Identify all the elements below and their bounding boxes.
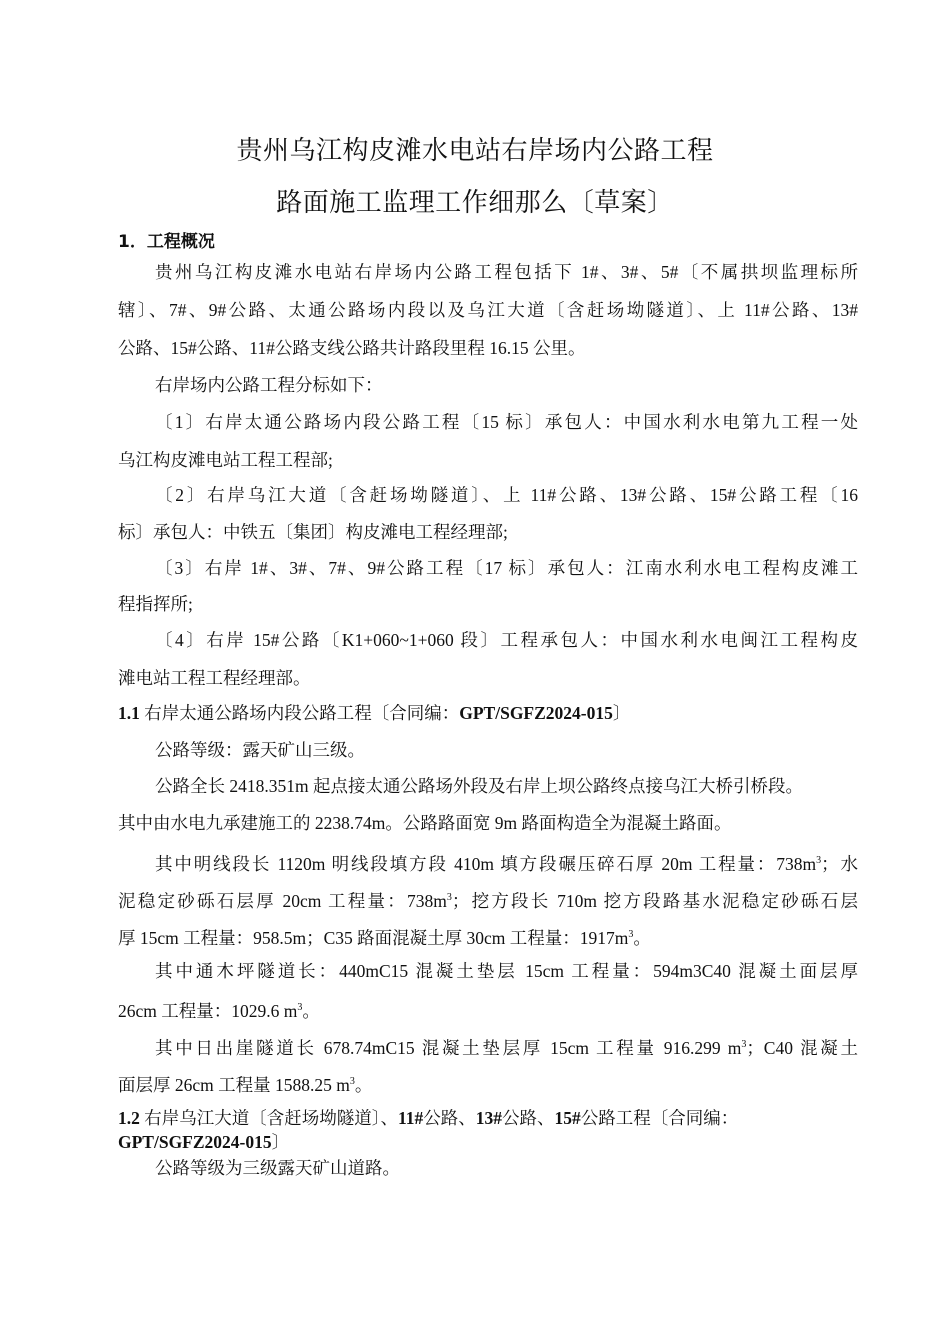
unit-superscript: 3	[816, 855, 822, 866]
overview-paragraph-line: 公路、15#公路、11#公路支线公路共计路段里程 16.15 公里。	[118, 338, 586, 358]
tunnel-line	[118, 1070, 372, 1097]
road-length-line: 其中由水电九承建施工的 2238.74m。公路路面宽 9m 路面构造全为混凝土路面。	[118, 813, 732, 833]
section-title-text: 右岸太通公路场内段公路工程〔合同编：	[139, 703, 460, 723]
quantity-text: 泥稳定砂砾石层厚 20cm 工程量：738m	[118, 891, 447, 911]
unit-superscript: 3	[741, 1039, 747, 1050]
tunnel-line	[155, 1033, 858, 1060]
road-grade-line: 公路等级：露天矿山三级。	[155, 740, 365, 760]
tunnel-line: 其中通木坪隧道长：440mC15 混凝土垫层 15cm 工程量：594m3C40 混凝土面层厚	[155, 961, 858, 981]
overview-paragraph-line: 贵州乌江构皮滩水电站右岸场内公路工程包括下 1#、3#、5#〔不属拱坝监理标所	[155, 262, 858, 282]
section-title-text: 公路、	[423, 1108, 476, 1128]
section-heading-1-2-cont	[118, 1130, 289, 1154]
road-number: 13#	[475, 1108, 503, 1128]
overview-paragraph-line: 右岸场内公路工程分标如下：	[155, 375, 383, 395]
quantity-text: 其中明线段长 1120m 明线段填方段 410m 填方段碾压碎石厚 20m 工程量：738m	[155, 854, 817, 874]
section-heading-1-2	[118, 1106, 738, 1130]
road-grade-line: 公路等级为三级露天矿山道路。	[155, 1158, 400, 1178]
contract-item-line: 乌江构皮滩电站工程工程部;	[118, 450, 333, 470]
contract-code: GPT/SGFZ2024-015	[118, 1132, 272, 1152]
document-title-line1: 贵州乌江构皮滩水电站右岸场内公路工程	[236, 136, 714, 165]
unit-superscript: 3	[349, 1076, 355, 1087]
quantity-text: 。	[633, 928, 651, 948]
section-heading-1-1	[118, 701, 630, 725]
section-title-close: 〕	[271, 1132, 290, 1152]
unit-superscript: 3	[446, 892, 452, 903]
quantity-text: ；水	[821, 854, 858, 874]
section-title-close: 〕	[612, 703, 631, 723]
quantity-text: ；C40 混凝土	[746, 1038, 858, 1058]
section-heading-overview: 1．工程概况	[118, 232, 215, 252]
unit-superscript: 3	[628, 929, 634, 940]
overview-paragraph-line: 辖〕、7#、9#公路、太通公路场内段以及乌江大道〔含赶场坳隧道〕、上 11#公路、13#	[118, 300, 858, 320]
contract-item-line: 标〕承包人：中铁五〔集团〕构皮滩电工程经理部;	[118, 522, 508, 542]
quantity-line	[118, 886, 858, 913]
road-number: 15#	[554, 1108, 581, 1128]
quantity-text: 面层厚 26cm 工程量 1588.25 m	[118, 1075, 350, 1095]
quantity-text: 26cm 工程量：1029.6 m	[118, 1001, 298, 1021]
quantity-line	[155, 849, 858, 876]
contract-item-line: 〔1〕右岸太通公路场内段公路工程〔15 标〕承包人：中国水利水电第九工程一处	[155, 412, 858, 432]
unit-superscript: 3	[297, 1002, 303, 1013]
section-title-text: 公路工程〔合同编：	[580, 1108, 739, 1128]
road-number: 11#	[398, 1108, 424, 1128]
contract-item-line: 〔4〕右岸 15#公路〔K1+060~1+060 段〕工程承包人：中国水利水电闽江工程构皮	[155, 630, 858, 650]
quantity-text: 。	[302, 1001, 320, 1021]
contract-code: GPT/SGFZ2024-015	[459, 703, 613, 723]
road-length-line: 公路全长 2418.351m 起点接太通公路场外段及右岸上坝公路终点接乌江大桥引桥段。	[155, 776, 803, 796]
section-number: 1.1	[118, 703, 140, 723]
quantity-text: ；挖方段长 710m 挖方段路基水泥稳定砂砾石层	[451, 891, 858, 911]
contract-item-line: 〔3〕右岸 1#、3#、7#、9#公路工程〔17 标〕承包人：江南水利水电工程构皮滩工	[155, 558, 858, 578]
section-title-text: 右岸乌江大道〔含赶场坳隧道〕、	[139, 1108, 398, 1128]
quantity-text: 其中日出崖隧道长 678.74mC15 混凝土垫层厚 15cm 工程量 916.299 m	[155, 1038, 742, 1058]
quantity-text: 厚 15cm 工程量：958.5m；C35 路面混凝土厚 30cm 工程量：1917m	[118, 928, 629, 948]
contract-item-line: 滩电站工程工程经理部。	[118, 668, 311, 688]
contract-item-line: 〔2〕右岸乌江大道〔含赶场坳隧道〕、上 11#公路、13#公路、15#公路工程〔16	[155, 485, 858, 505]
contract-item-line: 程指挥所;	[118, 594, 193, 614]
quantity-text: 。	[354, 1075, 373, 1095]
section-title-text: 公路、	[502, 1108, 555, 1128]
section-number: 1.2	[118, 1108, 140, 1128]
document-title-line2: 路面施工监理工作细那么〔草案〕	[276, 188, 674, 217]
tunnel-line	[118, 996, 320, 1023]
quantity-line	[118, 923, 651, 950]
